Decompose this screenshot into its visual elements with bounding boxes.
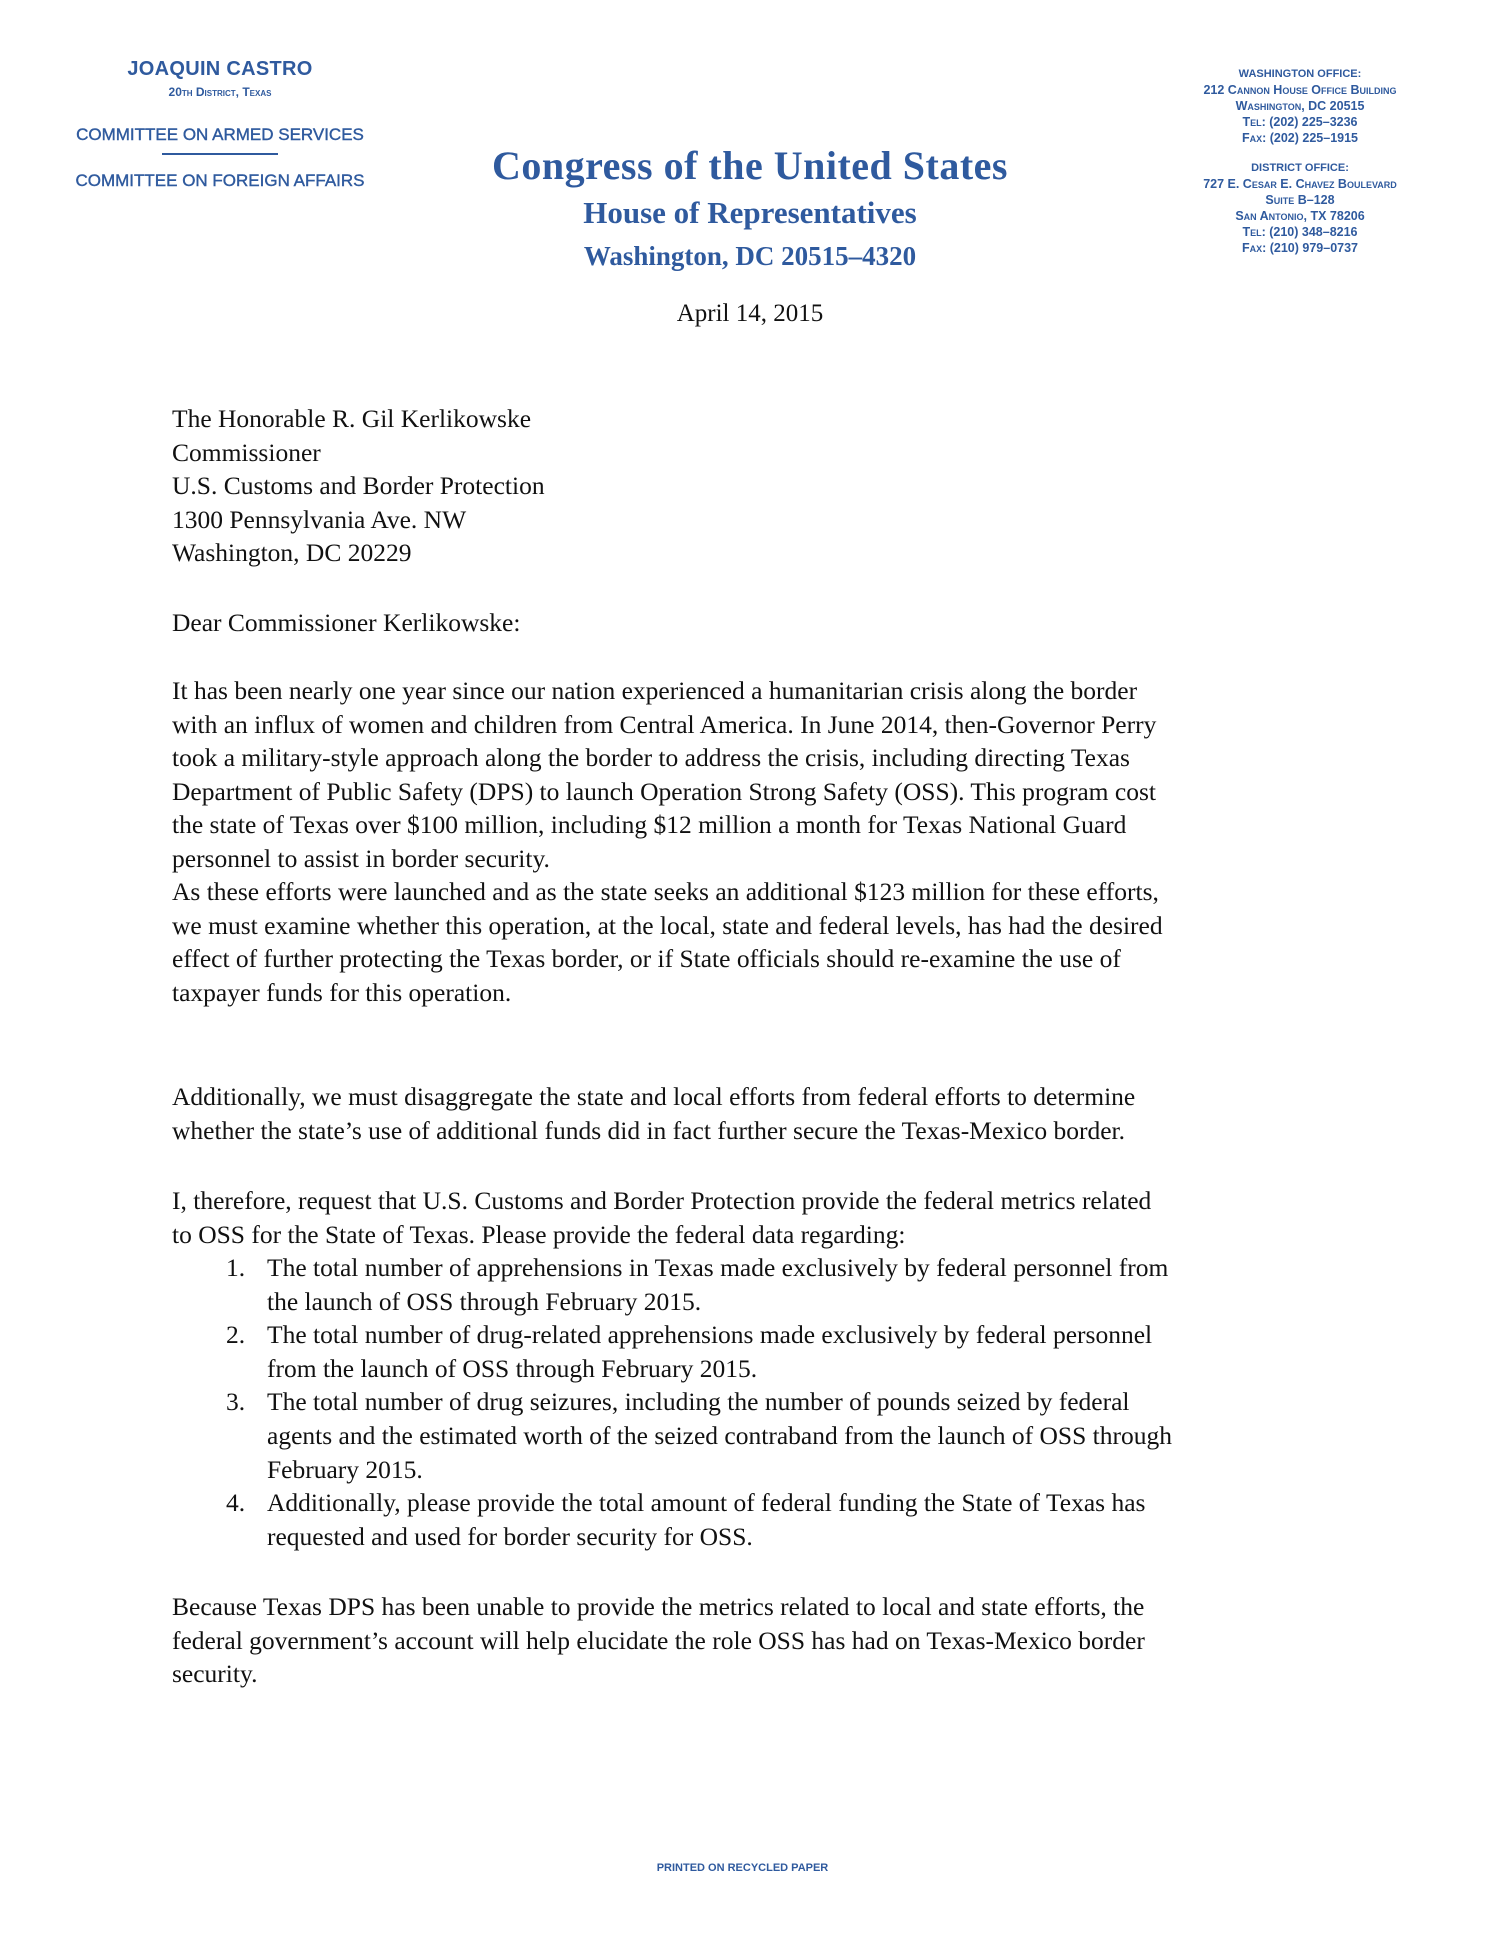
recipient-line: The Honorable R. Gil Kerlikowske [172, 404, 532, 433]
district-office-line: 727 E. Cesar E. Chavez Boulevard [1203, 177, 1397, 191]
paragraph-line: It has been nearly one year since our nation experienced a humanitarian crisis along the border [172, 676, 1138, 705]
footer-recycled-paper: PRINTED ON RECYCLED PAPER [656, 1862, 829, 1874]
district-office-heading: DISTRICT OFFICE: [1251, 162, 1349, 174]
list-item-line: agents and the estimated worth of the seized contraband from the launch of OSS through [267, 1420, 1173, 1450]
list-item [172, 1385, 1172, 1486]
list-item-number: 4. [226, 1488, 246, 1518]
paragraph-line: taxpayer funds for this operation. [172, 977, 512, 1007]
district-office-line: Suite B–128 [1265, 193, 1335, 207]
washington-office-tel: Tel: (202) 225–3236 [1242, 115, 1358, 129]
paragraph-4 [172, 1184, 1151, 1251]
member-district: 20th District, Texas [168, 85, 272, 99]
paragraph-3 [172, 1080, 1135, 1147]
list-item [172, 1486, 1172, 1553]
list-item-number: 2. [226, 1320, 246, 1350]
paragraph-2 [172, 875, 1163, 1009]
letterhead-title: Congress of the United States [492, 143, 1008, 188]
recipient-address [172, 402, 545, 570]
paragraph-line: to OSS for the State of Texas. Please provide the federal data regarding: [172, 1219, 906, 1249]
paragraph-line: the state of Texas over $100 million, including $12 million a month for Texas National Guard [172, 810, 1127, 840]
committee-divider [162, 153, 278, 155]
list-item-number: 3. [226, 1387, 246, 1417]
recipient-line: 1300 Pennsylvania Ave. NW [172, 504, 467, 534]
office-addresses [1150, 66, 1450, 256]
paragraph-line: personnel to assist in border security. [172, 843, 550, 873]
member-block [40, 58, 400, 191]
paragraph-line: with an influx of women and children from Central America. In June 2014, then-Governor Perry [172, 709, 1157, 739]
paragraph-line: I, therefore, request that U.S. Customs and Border Protection provide the federal metrics related [172, 1186, 1152, 1215]
paragraph-line: took a military-style approach along the border to address the crisis, including directing Texas [172, 743, 1130, 773]
district-office-fax: Fax: (210) 979–0737 [1241, 241, 1359, 255]
member-name: JOAQUIN CASTRO [127, 58, 313, 80]
washington-office-line: Washington, DC 20515 [1235, 99, 1365, 113]
recipient-line: U.S. Customs and Border Protection [172, 471, 545, 501]
paragraph-line: whether the state’s use of additional funds did in fact further secure the Texas-Mexico border. [172, 1115, 1125, 1145]
list-item [172, 1318, 1172, 1385]
letterhead-city: Washington, DC 20515–4320 [583, 241, 917, 271]
list-item-line: from the launch of OSS through February 2015. [267, 1353, 758, 1383]
committee-armed-services: COMMITTEE ON ARMED SERVICES [76, 125, 364, 144]
paragraph-1 [172, 674, 1156, 876]
recipient-line: Washington, DC 20229 [172, 538, 412, 568]
list-item-line: The total number of apprehensions in Texas made exclusively by federal personnel from [267, 1253, 1169, 1282]
washington-office-heading: WASHINGTON OFFICE: [1238, 68, 1362, 80]
list-item-line: The total number of drug seizures, including the number of pounds seized by federal [267, 1387, 1130, 1417]
list-item-line: The total number of drug-related apprehensions made exclusively by federal personnel [267, 1320, 1153, 1350]
paragraph-line: As these efforts were launched and as the state seeks an additional $123 million for these efforts, [172, 877, 1159, 906]
committee-foreign-affairs: COMMITTEE ON FOREIGN AFFAIRS [75, 171, 365, 190]
paragraph-line: effect of further protecting the Texas border, or if State officials should re-examine the use of [172, 944, 1121, 974]
district-office-line: San Antonio, TX 78206 [1235, 209, 1365, 223]
washington-office-fax: Fax: (202) 225–1915 [1241, 131, 1359, 145]
paragraph-5 [172, 1590, 1145, 1691]
paragraph-line: we must examine whether this operation, at the local, state and federal levels, has had the desired [172, 910, 1163, 940]
list-item-line: the launch of OSS through February 2015. [267, 1286, 702, 1316]
paragraph-line: Because Texas DPS has been unable to provide the metrics related to local and state efforts, the [172, 1592, 1145, 1621]
recipient-line: Commissioner [172, 437, 321, 467]
letterhead-title-block [420, 142, 1080, 272]
paragraph-line: Department of Public Safety (DPS) to launch Operation Strong Safety (OSS). This program cost [172, 776, 1156, 806]
list-item-line: February 2015. [267, 1454, 423, 1484]
paragraph-line: Additionally, we must disaggregate the state and local efforts from federal efforts to determine [172, 1082, 1136, 1111]
list-item-line: Additionally, please provide the total amount of federal funding the State of Texas has [267, 1488, 1146, 1518]
list-item [172, 1251, 1172, 1318]
paragraph-line: federal government’s account will help elucidate the role OSS has had on Texas-Mexico border [172, 1625, 1145, 1655]
salutation: Dear Commissioner Kerlikowske: [172, 608, 521, 637]
district-office-tel: Tel: (210) 348–8216 [1242, 225, 1358, 239]
list-item-line: requested and used for border security for OSS. [267, 1521, 753, 1551]
letter-date: April 14, 2015 [676, 300, 824, 327]
letterhead-subtitle: House of Representatives [583, 195, 917, 230]
washington-office-line: 212 Cannon House Office Building [1203, 83, 1397, 97]
request-list [172, 1251, 1172, 1553]
list-item-number: 1. [226, 1253, 246, 1282]
paragraph-line: security. [172, 1659, 258, 1689]
